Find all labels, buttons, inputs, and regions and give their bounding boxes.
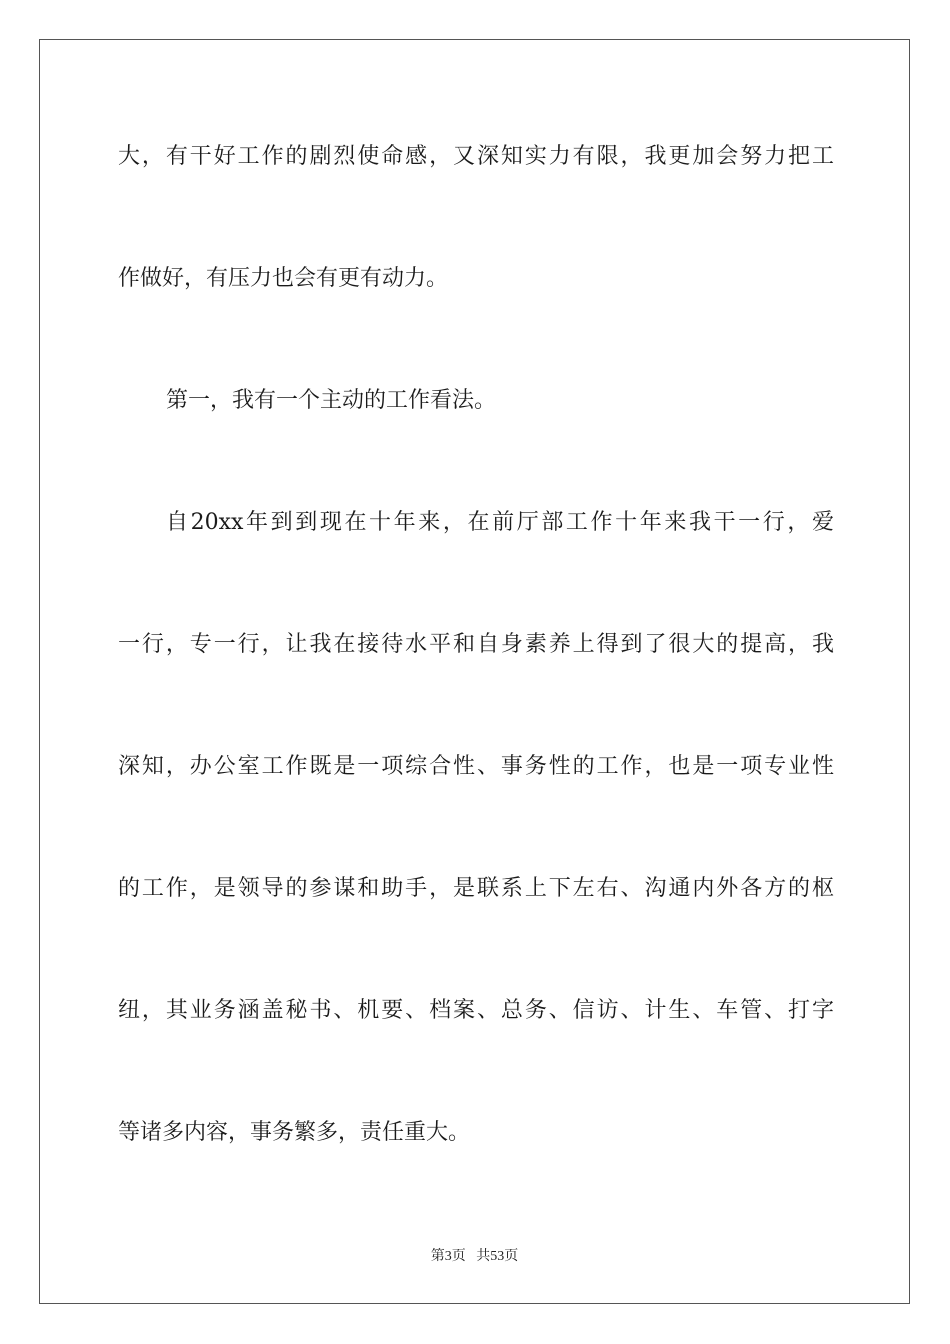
text-line-6: 深知，办公室工作既是一项综合性、事务性的工作，也是一项专业性 [118, 754, 834, 779]
text-line-5: 一行，专一行，让我在接待水平和自身素养上得到了很大的提高，我 [118, 632, 834, 657]
text-line-9: 等诸多内容，事务繁多，责任重大。 [118, 1120, 471, 1145]
current-page-label: 第3页 [430, 1249, 466, 1264]
text-line-1: 大，有干好工作的剧烈使命感，又深知实力有限，我更加会努力把工 [118, 144, 834, 169]
text-line-4: 自20xx年到到现在十年来，在前厅部工作十年来我干一行，爱 [166, 510, 834, 535]
document-page [39, 39, 910, 1304]
text-line-7: 的工作，是领导的参谋和助手，是联系上下左右、沟通内外各方的枢 [118, 876, 834, 901]
paragraph-heading-first: 第一，我有一个主动的工作看法。 [166, 388, 497, 413]
text-line-8: 纽，其业务涵盖秘书、机要、档案、总务、信访、计生、车管、打字 [118, 998, 834, 1023]
text-line-2: 作做好，有压力也会有更有动力。 [118, 266, 449, 291]
total-pages-label: 共53页 [476, 1249, 519, 1264]
page-footer [40, 1245, 909, 1265]
